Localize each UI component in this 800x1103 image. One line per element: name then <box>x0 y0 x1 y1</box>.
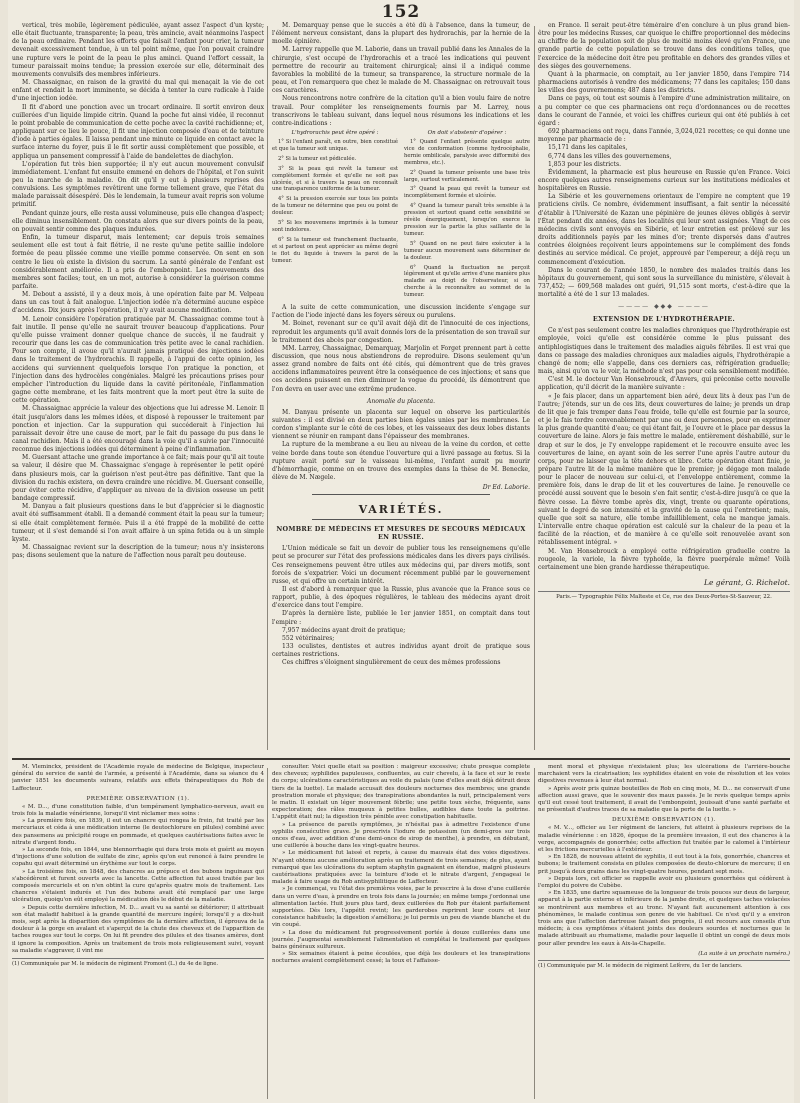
paragraph: Enfin, la tumeur disparut, mais lentement; car depuis trois semaines seulement elle est tout à fait flétrie, il ne reste qu'une petite saillie indolore formée de peau plissée comme une vieille pomme conservée. On sent en son centre le lieu où existe la division du sacrum. La santé générale de l'enfant est considérablement améliorée. Il a pris de l'embonpoint. Les mouvements des membres sont faciles; tout, en un mot, autorise à considérer la guérison comme parfaite. <box>12 234 264 290</box>
section-divider <box>312 519 490 520</box>
paragraph: 2° Si la tumeur est pédiculée. <box>278 155 357 162</box>
paragraph: 3° Si la peau qui revêt la tumeur est complètement formée et qu'elle ne soit pas ulcérée, et si à travers la peau on reconnaît une transparence uniforme de la tumeur. <box>272 165 398 193</box>
page-number: 152 <box>381 2 421 22</box>
paragraph: Ce n'est pas seulement contre les maladies chroniques que l'hydrothérapie est employée, voici qu'elle est considérée comme le plus puissant des antiphlogistiques dans le traitement des maladies aiguës fébriles. Il est vrai que dans ce passage des maladies chroniques aux maladies aiguës, l'hydrothérapie a changé de nom; elle s'appelle, dans ces derniers cas, réfrigération graduelle; mais, ainsi qu'on va le voir, la méthode n'est pas pour cela sensiblement modifiée. <box>538 327 790 376</box>
paragraph: M. Chassaignac, en raison de la gravité du mal qui menaçait la vie de cet enfant et rendait la mort imminente, se décida à tenter la cure radicale à l'aide d'une injection iodée. <box>12 79 264 103</box>
paragraph: A la suite de cette communication, une discussion incidente s'engage sur l'action de l'iode injecté dans les foyers séreux ou purulens. <box>272 304 530 320</box>
paragraph: M. Demarquay pense que le succès a été dû à l'absence, dans la tumeur, de l'élément nerveux consistant, dans la plupart des hydrorachis, par la hernie de la moelle épinière. <box>272 22 530 46</box>
paragraph: » Depuis cette dernière infection, M. D... avait vu sa santé se détériorer; il attribuait son état maladif habituel à la grande quantité de mercure ingéré; lorsqu'il y a dix-huit mois, sept après la disparition des symptômes de la dernière affection, il éprouva de la douleur à la gorge en avalant et s'aperçut de la chute des cheveux et de l'apparition de taches rouges sur tout le corps. On lui fit prendre des pilules et des tisanes amères, dont il ignore la composition. Après un traitement de trois mois religieusement suivi, voyant sa maladie s'aggraver, il vint me <box>12 904 264 954</box>
paragraph: » Après avoir pris quinze bouteilles de Rob en cinq mois, M. D... ne conservait d'une affection aussi grave, que le souvenir des maux passés. Je le revis quelque temps après qu'il eut cessé tout traitement, il avait de l'embonpoint, jouissait d'une santé parfaite et ne présentait d'autres traces de sa maladie que la perte de la luette. » <box>538 785 790 814</box>
column-3 <box>538 22 790 754</box>
paragraph: La Sibérie et les gouvernemens orientaux de l'empire ne comptent que 19 praticiens civils. Ce nombre, évidemment insuffisant, a fait sentir la nécessité d'établir à l'Université de Kazan une pépinière de jeunes élèves obligés à servir l'État pendant dix années, dans les localités qui leur sont assignées. Vingt de ces médecins civils sont envoyés en Sibérie, et leur entretien est prélevé sur les droits additionnels payés par les mines d'or; trente dispersés dans d'autres contrées éloignées reçoivent leurs appointemens sur le complément des fonds destinés au service médical. Ce projet, approuvé par l'empereur, a déjà reçu un commencement d'exécution. <box>538 193 790 266</box>
section-divider <box>312 494 490 495</box>
paragraph: M. Danyau présente un placenta sur lequel on observe les particularités suivantes : il est divisé en deux parties bien égales unies par les membranes. Le cordon s'implante sur le côté de ces lobes, et les vaisseaux des deux lobes distants viennent se réunir en rampant dans l'épaisseur des membranes. <box>272 408 530 441</box>
paragraph: 4° Quand la tumeur paraît très sensible à la pression et surtout quand cette sensibilité se révèle énergiquement, lorsqu'on exerce la pression sur la partie la plus saillante de la tumeur. <box>404 203 530 237</box>
hydrotherapy-title: EXTENSION DE L'HYDROTHÉRAPIE. <box>592 315 736 324</box>
paragraph: » La dose du médicament fut progressivement portée à douze cuillerées dans une journée. J'augmentai sensiblement l'alimentation et complétai le traitement par quelques bains généraux sulfureux. <box>272 929 530 951</box>
paragraph: » En 1828, de nouveau atteint de syphilis, il eut tout à la fois, gonorrhée, chancres et bubons; le traitement consista en pilules composées de deuto-chlorure de mercure; il en prit jusqu'à deux grains dans les vingt-quatre heures, pendant sept mois. <box>538 854 790 875</box>
paragraph: 4° Si la pression exercée sur tous les points de la tumeur ne détermine que peu ou point de douleur. <box>272 196 398 217</box>
paragraph: M. Danyau a fait plusieurs questions dans le but d'apprécier si le diagnostic avait été suffisamment établi. Il a demandé comment était la peau sur la tumeur; si elle était complètement fermée. Puis il a été frappé de la mobilité de cette tumeur, et il s'est demandé si l'on avait affaire à un spina fetida ou à un simple kyste. <box>12 503 264 543</box>
paragraph: C'est M. le docteur Van Honsebrouck, d'Anvers, qui préconise cette nouvelle application, qu'il décrit de la manière suivante : <box>538 376 790 392</box>
continued-note: (La suite à un prochain numéro.) <box>698 950 790 957</box>
gerant-signature: Le gérant, G. Richelot. <box>703 578 790 587</box>
paragraph: Nous rencontrons notre confrère de la citation qu'il a bien voulu faire de notre travail. Pour compléter les renseignements fournis par M. Larrey, nous transcrivons le tableau suivant, dans lequel nous résumons les indications et les contre-indications : <box>272 95 530 127</box>
lower-column-3 <box>538 764 790 1103</box>
paragraph: 1,853 pour les districts. <box>548 160 621 168</box>
paragraph: M. Boinet, revenant sur ce qu'il avait déjà dit de l'innocuité de ces injections, reproduit les arguments qu'il avait donnés lors de la présentation de son travail sur le traitement des abcès par congestion. <box>272 320 530 344</box>
ornament-divider: ———— ◆◆◆ ———— <box>618 303 710 311</box>
column-1 <box>12 22 264 754</box>
paragraph: M. Van Honsebrouck a employé cette réfrigération graduelle contre la rougeole, la variole, la fièvre typhoïde, la fièvre puerpérale même! Voilà certainement une bien grande hardiesse thérapeutique. <box>538 547 790 571</box>
paragraph: Il est d'abord à remarquer que la Russie, plus avancée que la France sous ce rapport, publie, à des époques régulières, le tableau des médecins ayant droit d'exercice dans tout l'empire. <box>272 585 530 610</box>
contraindications-header: On doit s'abstenir d'opérer : <box>427 130 507 137</box>
paragraph: M. Lenoir considère l'opération pratiquée par M. Chassaignac comme tout à fait inutile. Il pense qu'elle ne saurait trouver beaucoup d'applications. Pour qu'elle puisse vraiment donner quelque chance de succès, il ne faudrait y recourir que dans les cas de communication très petite avec le canal rachidien. Pour son compte, il avoue qu'il n'aurait jamais pratiqué des injections iodées dans le traitement de l'hydrorachis. Il rappelle, à l'appui de cette opinion, les accidens qui surviennent quelquefois lorsque l'on pratique la ponction, et l'injection dans des hydrocèles congéniales. Malgré les précautions prises pour empêcher l'introduction du liquide dans la cavité péritonéale, l'inflammation gagne cette membrane, et les faits montrent que la mort peut être la suite de cette opération. <box>12 315 264 405</box>
paragraph: consulter. Voici quelle était sa position : maigreur excessive; chute presque complète des cheveux; syphilides papuleuses, confluentes, au cuir chevelu, à la face et sur le reste du corps; ulcérations caractéristiques au voile du palais (une d'elles avait déjà détruit deux tiers de la luette). Le malade accusait des douleurs nocturnes des membres; une grande prostration morale et physique; des transpirations abondantes la nuit, principalement vers le matin. Il existait un léger mouvement fébrile; une petite toux sèche, fréquente, sans expectoration; des râles muqueux à petites bulles, audibles dans toute la poitrine. L'appétit était nul; la digestion très pénible avec constipation habituelle. <box>272 764 530 821</box>
paragraph: 6,774 dans les villes des gouvernemens, <box>548 152 672 160</box>
anomaly-signature: Dr Ed. Laborie. <box>482 484 530 492</box>
paragraph: » En 1835, une dartre squameuse de la longueur de trois pouces sur deux de largeur, apparut à la partie externe et inférieure de la jambe droite, et quelques taches violacées se montrèrent aux membres et au tronc. N'ayant fait aucunement attention à ces phénomènes, le malade continua son genre de vie habituel. Ce n'est qu'il y a environ trois ans que l'affection dartreuse faisant des progrès, il eut recours aux conseils d'un médecin; à ces symptômes s'étaient joints des douleurs sourdes et nocturnes que le malade attribuait au rhumatisme, maladie pour laquelle il obtint un congé de deux mois pour aller prendre les eaux à Aix-la-Chapelle. <box>538 890 790 947</box>
indications-header: L'hydrorachis peut être opéré : <box>291 130 379 137</box>
paragraph: 692 pharmaciens ont reçu, dans l'année, 3,024,021 recettes; ce qui donne une moyenne par pharmacie de : <box>538 128 790 144</box>
paragraph: 552 vétérinaires; <box>282 634 335 642</box>
column-2 <box>272 22 530 754</box>
observation-1-title: PREMIÈRE OBSERVATION (1). <box>86 795 190 802</box>
paragraph: D'après la dernière liste, publiée le 1er janvier 1851, on comptait dans tout l'empire : <box>272 610 530 626</box>
paragraph: 3° Quand la peau qui revêt la tumeur est incomplètement formée et ulcérée. <box>404 186 530 200</box>
paragraph: » Six semaines étaient à peine écoulées, que déjà les douleurs et les transpirations nocturnes avaient complètement cessé; la toux et l'affaisse- <box>272 951 530 965</box>
paragraph: 6° Quand la fluctuation ne perçoit légèrement et qu'elle arrive d'une manière plus maladie au doigt de l'observateur, si on cherche à la reconnaître au sommet de la tumeur. <box>404 264 530 299</box>
paragraph: Pendant quinze jours, elle resta aussi volumineuse, puis elle changea d'aspect; elle diminua insensiblement. On constata alors que sur divers points de la peau, on pouvait sentir comme des plaques indurées. <box>12 209 264 233</box>
paragraph: 5° Quand on ne peut faire exécuter à la tumeur aucun mouvement sans déterminer de la douleur. <box>404 240 530 261</box>
section-separator <box>12 758 790 760</box>
lower-column-1 <box>12 764 264 1103</box>
paragraph: Il fit d'abord une ponction avec un trocart ordinaire. Il sortit environ deux cuillerées d'un liquide limpide citrin. Quand la poche fut ainsi vidée, il reconnut le point probable de communication de cette poche avec la cavité rachidienne; et, appliquant sur ce lieu le pouce, il fit une injection composée d'eau et de teinture d'iode à parties égales. Il laissa pendant une minute ce liquide en contact avec la surface interne du foyer, puis il le fit sortir aussi complètement que possible, et appliqua un pansement compressif à l'aide de bandelettes de diachylon. <box>12 103 264 160</box>
paragraph: vertical, très mobile, légèrement pédiculée, ayant assez l'aspect d'un kyste; elle était fluctuante, transparente; la peau, très amincie, avait néanmoins l'aspect de la peau ordinaire. Pendant les efforts que faisait l'enfant pour crier, la tumeur devenait excessivement tendue, à un tel point même, que l'on pouvait craindre une rupture vers le point de la peau le plus aminci. Quand l'effort cessait, la tumeur paraissait moins tendue; la pression exercée sur elle, déterminait des mouvements convulsifs des membres inférieurs. <box>12 22 264 78</box>
paragraph: ment moral et physique n'existaient plus; les ulcérations de l'arrière-bouche marchaient vers la cicatrisation; les syphilides étaient en voie de résolution et les voies digestives revenues à leur état normal. <box>538 764 790 785</box>
paragraph: » Je commençai, vu l'état des premières voies, par le prescrire à la dose d'une cuillerée dans un verre d'eau, à prendre en trois fois dans la journée; en même temps j'ordonnai une alimentation lactée. Huit jours plus tard, deux cuillerées du Rob pur étaient parfaitement supportées. Dès lors, l'appétit revint; les garderobes reprirent leur cours et leur consistance habituels; la digestion s'améliora; je lui permis un peu de viande blanche et du vin coupé. <box>272 886 530 929</box>
column-rule <box>534 26 535 750</box>
footnote-2: (1) Communiquée par M. le médecin de régiment Lefèvre, du 1er de lanciers. <box>538 960 790 970</box>
paragraph: « M. V..., officier au 1er régiment de lanciers, fut atteint à plusieurs reprises de la maladie vénérienne : en 1826, époque de la première invasion, il eut des chancres à la verge, accompagnés de gonorrhée; cette affection fut traitée par le calomel à l'intérieur et les frictions mercurielles à l'extérieur. <box>538 825 790 854</box>
paragraph: « M. D..., d'une constitution faible, d'un tempérament lymphatico-nerveux, avait eu trois fois la maladie vénérienne, lorsqu'il vint réclamer mes soins : <box>12 803 264 818</box>
indications-column <box>272 130 398 302</box>
printer-imprint: Paris.— Typographie Félix Malteste et Ce, rue des Deux-Portes-St-Sauveur, 22. <box>538 591 790 600</box>
paragraph: » Le médicament fut laissé et repris, à cause du mauvais état des voies digestives. N'ayant obtenu aucune amélioration après un traitement de trois semaines; de plus, ayant remarqué que les ulcérations du septum staphylin gagnaient en étendue, malgré plusieurs cautérisations pratiquées avec la teinture d'iode et le nitrate d'argent, j'engageai le malade à faire usage du Rob antisyphilitique de Laffecteur. <box>272 850 530 886</box>
paragraph: en France. Il serait peut-être téméraire d'en conclure à un plus grand bien-être pour les médecins Russes, car quoique le chiffre proportionnel des médecins au chiffre de la population soit de plus de moitié moins élevé qu'en France, une grande partie de cette population se trouve dans des conditions telles, que l'exercice de la médecine doit être peu profitable en dehors des grandes villes et des sièges des gouvernemens. <box>538 22 790 70</box>
paragraph: MM. Larrey, Chassaignac, Demarquay, Marjolin et Forget prennent part à cette discussion, que nous nous abstiendrons de reproduire. Disons seulement qu'un assez grand nombre de faits ont été cités, qui démontrent que de très graves accidens inflammatoires peuvent être la conséquence de ces injections; et sans que ces accidens puissent en rien diminuer la vogue du procédé, ils démontrent que l'on devra en user avec une extrême prudence. <box>272 344 530 393</box>
paragraph: « Je fais placer, dans un appartement bien aéré, deux lits à deux pas l'un de l'autre; j'étends, sur un de ces lits, deux couvertures de laine; je prends un drap de lit que je fais tremper dans l'eau froide, telle qu'elle est fournie par la source, et je le fais tordre convenablement par une ou deux personnes, pour en exprimer la plus grande quantité d'eau; ce qui étant fait, je l'ouvre et le place par dessus la couverture de laine. Alors je fais mettre le malade, entièrement déshabillé, sur le drap et sur le dos, je l'y enveloppe rapidement et le recouvre ensuite avec les couvertures de laine, en ayant soin de les serrer l'une après l'autre autour du corps, pour ne laisser que la tête dehors et libre. Cette opération étant finie, je prépare l'autre lit de la même manière que le premier; je dégage mon malade pour le placer de nouveau sur celui-ci, et l'enveloppe entièrement, comme la première fois, dans le drap de lit et les couvertures de laine. Je renouvelle ce procédé aussi souvent que le besoin s'en fait sentir, c'est-à-dire jusqu'à ce que la fièvre cesse. La fièvre tombe après dix, vingt, trente ou quarante opérations, suivant le degré de son intensité et la gravité de la cause qui l'entretient; mais, quelle que soit sa nature, elle tombe infailliblement, cela ne manque jamais. L'intervalle entre chaque opération est calculé sur la chaleur de la peau et la facilité de la réaction, et de manière à ce qu'elle soit renouvelée avant son rétablissement intégral. » <box>538 392 790 547</box>
anomaly-title: Anomalie du placenta. <box>367 397 435 405</box>
paragraph: Évidemment, la pharmacie est plus heureuse en Russie qu'en France. Voici encore quelques autres renseignemens curieux sur les institutions médicales et hospitalières en Russie. <box>538 168 790 193</box>
paragraph: » La présence de pareils symptômes, je n'hésitai pas à admettre l'existence d'une syphilis consécutive grave. Je prescrivis l'iodure de potassium (un demi-gros sur trois onces d'eau, avec addition d'une demi-once de sirop de menthe), à prendre, en débutant, une cuillerée à bouche dans les vingt-quatre heures. <box>272 821 530 850</box>
paragraph: M. Chassaignac revient sur la description de la tumeur; nous n'y insisterons pas; disons seulement que la nature de l'affection nous paraît peu douteuse. <box>12 544 264 560</box>
paragraph: Dans le courant de l'année 1850, le nombre des malades traités dans les hôpitaux du gouvernement, qui sont sous la surveillance du ministère, s'élevait à 737,452; — 609,568 malades ont guéri, 91,515 sont morts, c'est-à-dire que la mortalité a été de 1 sur 13 malades. <box>538 266 790 299</box>
column-rule <box>267 768 268 1099</box>
paragraph: L'Union médicale se fait un devoir de publier tous les renseignemens qu'elle peut se procurer sur l'état des professions médicales dans les divers pays civilisés. Ces renseignemens peuvent être utiles aux médecins qui, par divers motifs, sont forcés de s'expatrier. Voici un document récemment publié par le gouvernement russe, et qui offre un certain intérêt. <box>272 545 530 585</box>
paragraph: M. Vleminckx, président de l'Académie royale de médecine de Belgique, inspecteur général du service de santé de l'armée, a présenté à l'Académie, dans sa séance du 4 janvier 1851 les documents suivans, relatifs aux effets thérapeutiques du Rob de Laffecteur. <box>12 764 264 792</box>
paragraph: Dans ce pays, où tout est soumis à l'empire d'une administration militaire, on a pu compter ce que ces pharmaciens ont reçu d'ordonnances ou de recettes dans le courant de l'année, et voici les chiffres curieux qui ont été publiés à cet égard : <box>538 95 790 127</box>
paragraph: M. Guersant attache une grande importance à ce fait; mais pour qu'il ait toute sa valeur, il désire que M. Chassaignac s'engage à représenter le petit opéré dans plusieurs mois, car la guérison n'est peut-être pas définitive. Tant que la division du rachis existera, on devra craindre une récidive. M. Guersant conseille, pour éviter cette récidive, d'appliquer au niveau de la division osseuse un petit bandage compressif. <box>12 454 264 503</box>
upper-section <box>8 22 794 754</box>
newspaper-page <box>8 0 794 1103</box>
paragraph: » Depuis lors, cet officier se rappelle avoir eu plusieurs gonorrhées qui cédèrent à l'emploi du poivre de Cubèbe. <box>538 875 790 890</box>
paragraph: M. Larrey rappelle que M. Laborie, dans un travail publié dans les Annales de la chirurgie, s'est occupé de l'hydrorachis et a tracé les indications qui peuvent permettre de recourir au traitement chirurgical; ainsi il a indiqué comme favorables la mobilité de la tumeur, sa transparence, la structure normale de la peau, et l'on remarquera que chez le malade de M. Chassaignac on retrouvait tous ces caractères. <box>272 46 530 95</box>
observation-2-title: DEUXIÈME OBSERVATION (1). <box>611 817 717 824</box>
paragraph: » La seconde fois, en 1844, une blennorrhagie qui dura trois mois et guérit au moyen d'injections d'une solution de sulfate de zinc, après qu'on eut renoncé à faire prendre le copahu qui avait déterminé un érythème sur tout le corps. <box>12 847 264 868</box>
paragraph: L'opération fut très bien supportée; il n'y eut aucun mouvement convulsif immédiatement. L'enfant fut ensuite emmené en dehors de l'hôpital, et l'on suivit peu la marche de la maladie. On dit qu'il y eut à plusieurs reprises des convulsions. Les symptômes revêtirent une forme tellement grave, que l'état du malade paraissait désespéré. Dès le lendemain, la tumeur avait repris son volume primitif. <box>12 160 264 209</box>
paragraph: 133 oculistes, dentistes et autres individus ayant droit de pratique sous certaines restrictions. <box>272 643 530 659</box>
paragraph: 5° Si les mouvemens imprimés à la tumeur sont indolores. <box>272 220 398 233</box>
paragraph: Ces chiffres s'éloignent singulièrement de ceux des mêmes professions <box>282 659 501 667</box>
paragraph: 1° Quand l'enfant présente quelque autre vice de conformation (comme hydrocéphalie, hernie ombilicale, paralysie avec difformité des membres, etc.). <box>404 139 530 166</box>
varietes-subtitle: NOMBRE DE MÉDECINS ET MESURES DE SECOURS MÉDICAUX EN RUSSIE. <box>276 525 526 542</box>
column-rule <box>267 26 268 750</box>
contraindications-column <box>404 130 530 302</box>
paragraph: » La première fois, en 1839, il eut un chancre qui rongea le frein, fut traité par les mercuriaux et céda à une médication interne (le deutochlorure en pilules) combiné avec des pansemens au précipité rouge en pommade, et quelques cautérisations faites avec le nitrate d'argent fondu. <box>12 818 264 846</box>
paragraph: Quant à la pharmacie, on comptait, au 1er janvier 1850, dans l'empire 714 pharmaciens autorisés à vendre des médicamens; 77 dans les capitales; 150 dans les villes des gouvernemens; 487 dans les districts. <box>538 70 790 95</box>
paragraph: 7,957 médecins ayant droit de pratique; <box>282 626 406 634</box>
indications-table <box>272 130 530 302</box>
column-rule <box>534 768 535 1099</box>
lower-column-2 <box>272 764 530 1103</box>
paragraph: M. Chassaignac apprécie la valeur des objections que lui adresse M. Lenoir. Il était jusqu'alors dans les mêmes idées, et disposé à repousser le traitement par ponction et injection. Car la suppuration qui succéderait à l'injection lui paraissait devoir être une cause de mort, par le fait du passage du pus dans le canal rachidien. Mais il a été encouragé dans la voie qu'il a suivie par l'innocuité reconnue des injections iodées qui déterminent à peine d'inflammation. <box>12 405 264 454</box>
paragraph: » La troisième fois, en 1848, des chancres au prépuce et des bubons inguinaux qui s'abcédèrent et furent ouverts avec la lancette. Cette affection fut aussi traitée par les composés mercuriels et on n'en obtint la cure qu'après quatre mois de traitement. Les chancres s'étaient indurés et l'un des bubons avait été remplacé par une large ulcération, quoiqu'on eût employé la médication dès le début de la maladie. <box>12 868 264 904</box>
varietes-title: VARIÉTÉS. <box>358 503 444 517</box>
paragraph: 15,171 dans les capitales, <box>548 144 628 152</box>
paragraph: 2° Quand la tumeur présente une base très large, surtout verticalement. <box>404 169 530 183</box>
footnote-1: (1) Communiquée par M. le médecin de régiment Fromont (L.) du 4e de ligne. <box>12 958 264 968</box>
paragraph: 6° Si la tumeur est franchement fluctuante, et si partout on peut apprécier au même degré le flot du liquide à travers la paroi de la tumeur. <box>272 236 398 264</box>
paragraph: La rupture de la membrane a eu lieu au niveau de la veine du cordon, et cette veine borde dans toute son étendue l'ouverture qui a livré passage au fœtus. Si la rupture avait porté sur le vaisseau lui-même, l'enfant aurait pu mourir d'hémorrhagie, comme on en trouve des exemples dans la thèse de M. Benecke, élève de M. Nægele. <box>272 441 530 482</box>
lower-section <box>8 764 794 1103</box>
paragraph: 1° Si l'enfant paraît, en outre, bien constitué et que la tumeur soit unique. <box>272 139 398 152</box>
paragraph: M. Debout a assisté, il y a deux mois, à une opération faite par M. Velpeau dans un cas tout à fait analogue. L'injection iodée n'a déterminé aucune espèce d'accidens. Dix jours après l'opération, il n'y avait aucune modification. <box>12 291 264 315</box>
